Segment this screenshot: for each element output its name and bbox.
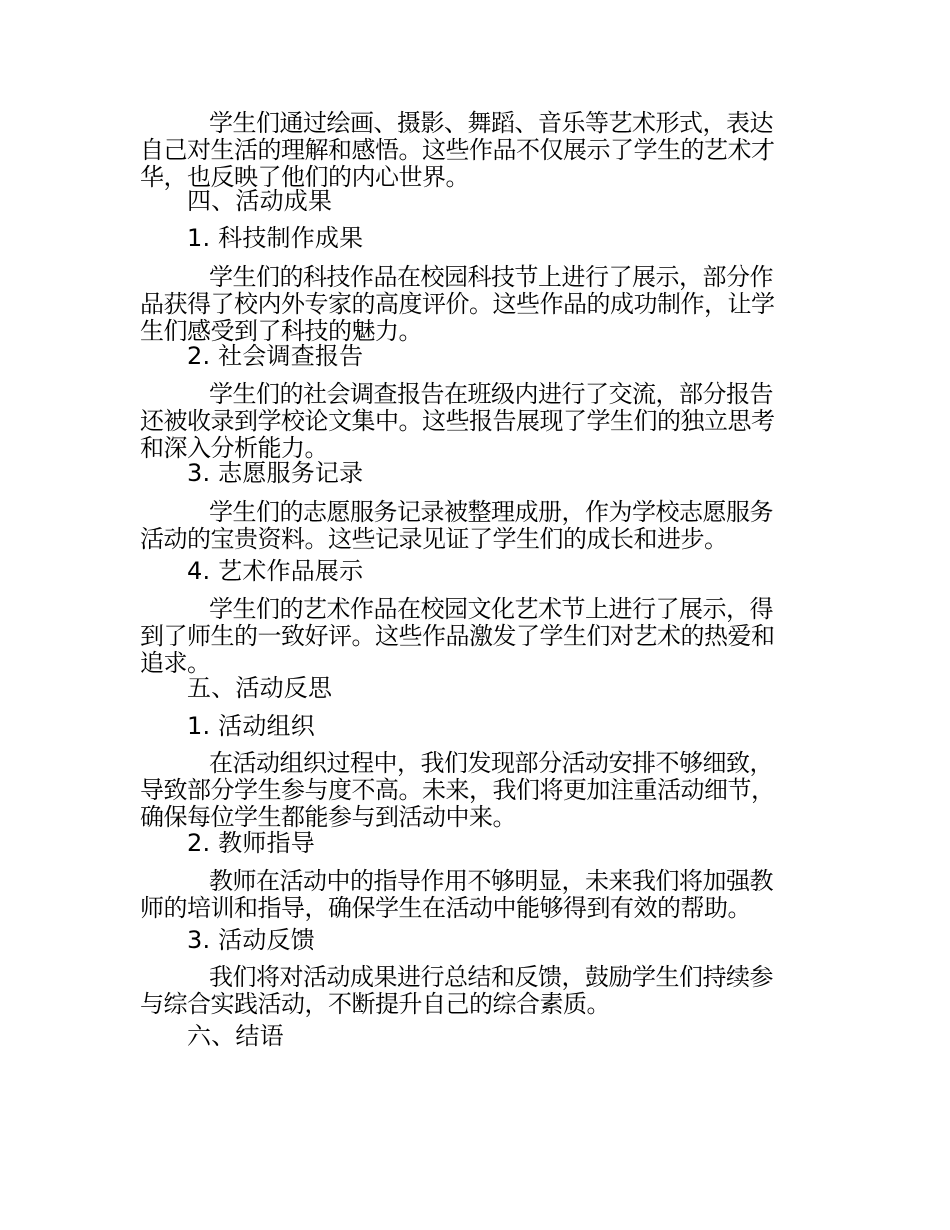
text-line: 在活动组织过程中，我们发现部分活动安排不够细致， [209, 749, 773, 777]
subheading-feedback: 3. 活动反馈 [187, 926, 315, 954]
subheading-volunteer-records: 3. 志愿服务记录 [187, 459, 364, 487]
text-line: 教师在活动中的指导作用不够明显，未来我们将加强教 [209, 867, 773, 895]
text-line: 与综合实践活动，不断提升自己的综合素质。 [140, 990, 610, 1018]
text-line: 学生们通过绘画、摄影、舞蹈、音乐等艺术形式，表达 [209, 109, 773, 137]
paragraph-organization [140, 750, 812, 831]
text-line: 生们感受到了科技的魅力。 [140, 317, 422, 345]
section-heading-reflection: 五、活动反思 [187, 674, 333, 702]
paragraph-art-forms [140, 110, 812, 191]
paragraph-volunteer-records [140, 499, 812, 553]
section-heading-achievements: 四、活动成果 [187, 187, 333, 215]
text-line: 学生们的科技作品在校园科技节上进行了展示，部分作 [209, 263, 773, 291]
subheading-teacher-guidance: 2. 教师指导 [187, 829, 315, 857]
text-line: 学生们的志愿服务记录被整理成册，作为学校志愿服务 [209, 498, 773, 526]
text-line: 活动的宝贵资料。这些记录见证了学生们的成长和进步。 [140, 525, 728, 553]
text-line: 还被收录到学校论文集中。这些报告展现了学生们的独立思考 [140, 407, 775, 435]
paragraph-survey-report [140, 381, 812, 462]
paragraph-feedback [140, 964, 812, 1018]
text-line: 和深入分析能力。 [140, 434, 328, 462]
section-heading-conclusion: 六、结语 [187, 1022, 284, 1050]
paragraph-tech-results [140, 264, 812, 345]
subheading-art-exhibition: 4. 艺术作品展示 [187, 557, 364, 585]
text-line: 学生们的社会调查报告在班级内进行了交流，部分报告 [209, 380, 773, 408]
paragraph-art-exhibition [140, 596, 812, 677]
subheading-organization: 1. 活动组织 [187, 712, 315, 740]
subheading-survey-report: 2. 社会调查报告 [187, 342, 364, 370]
text-line: 导致部分学生参与度不高。未来，我们将更加注重活动细节， [140, 776, 775, 804]
text-line: 确保每位学生都能参与到活动中来。 [140, 803, 516, 831]
text-line: 师的培训和指导，确保学生在活动中能够得到有效的帮助。 [140, 894, 751, 922]
text-line: 追求。 [140, 649, 211, 677]
text-line: 我们将对活动成果进行总结和反馈，鼓励学生们持续参 [209, 963, 773, 991]
text-line: 自己对生活的理解和感悟。这些作品不仅展示了学生的艺术才 [140, 136, 775, 164]
text-line: 学生们的艺术作品在校园文化艺术节上进行了展示，得 [209, 595, 773, 623]
paragraph-teacher-guidance [140, 868, 812, 922]
text-line: 华，也反映了他们的内心世界。 [140, 163, 469, 191]
text-line: 品获得了校内外专家的高度评价。这些作品的成功制作，让学 [140, 290, 775, 318]
text-line: 到了师生的一致好评。这些作品激发了学生们对艺术的热爱和 [140, 622, 775, 650]
subheading-tech-results: 1. 科技制作成果 [187, 224, 364, 252]
